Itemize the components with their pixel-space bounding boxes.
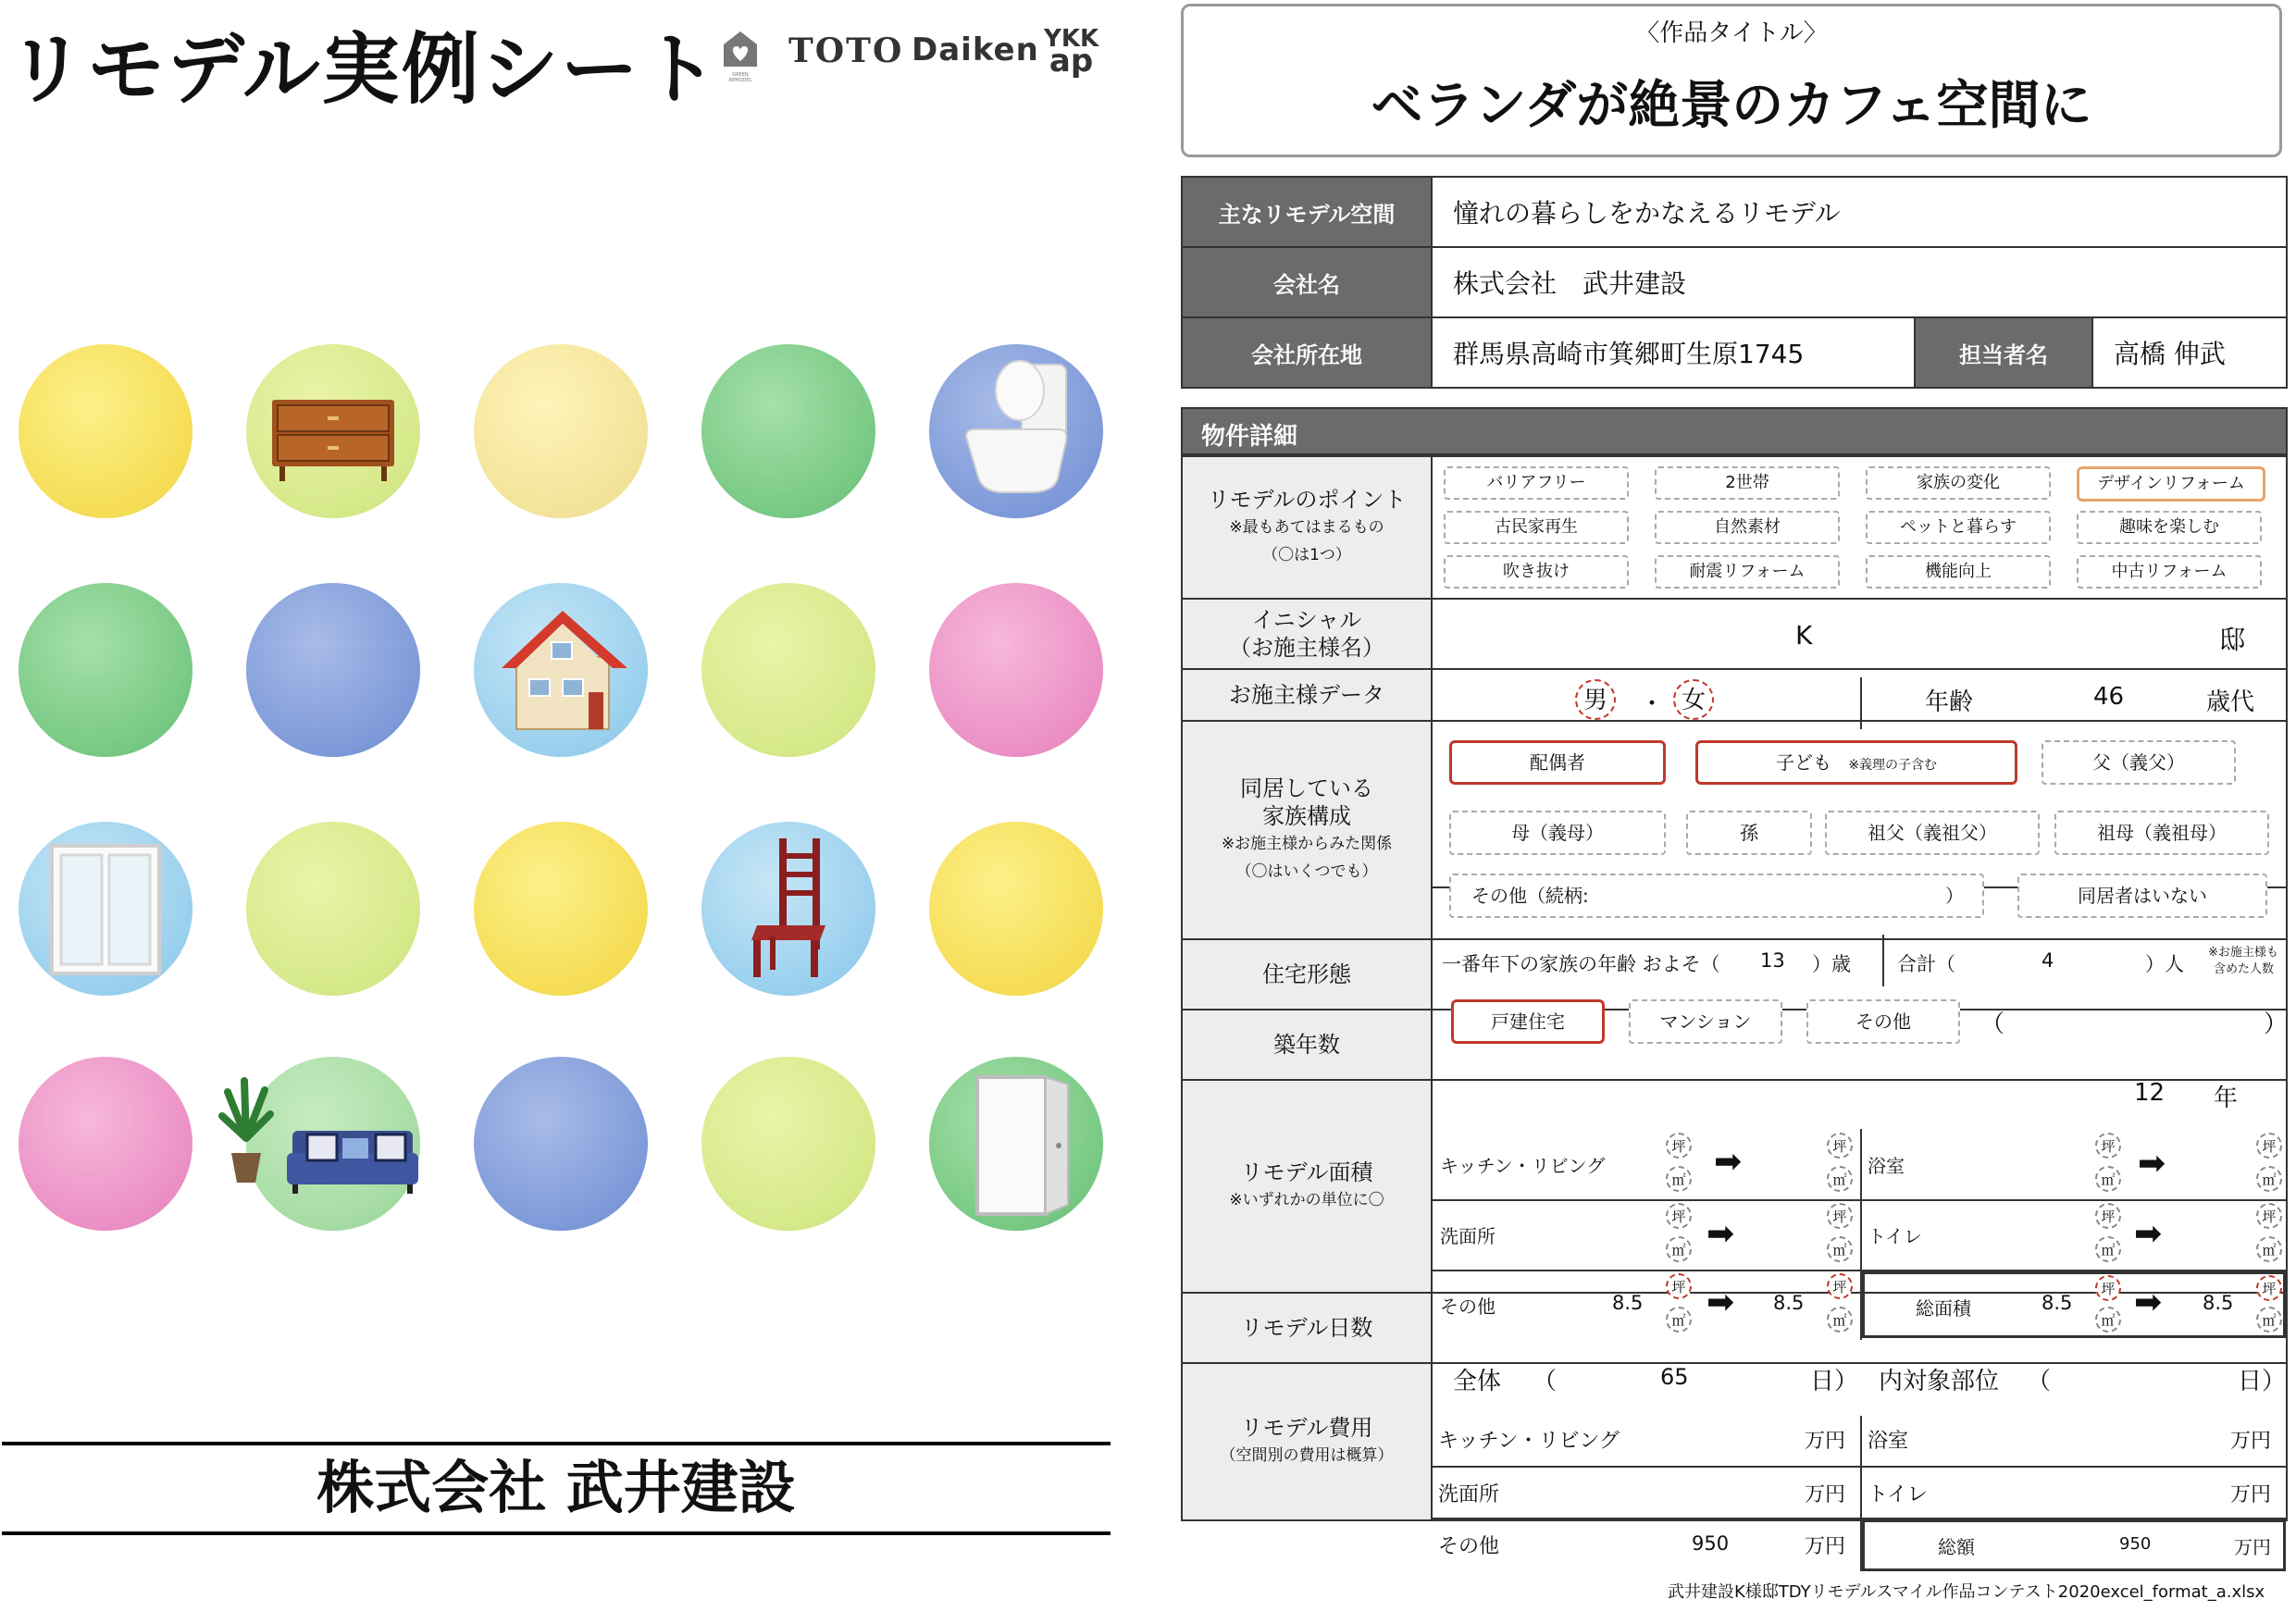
watercolor-circle-pink xyxy=(19,1057,192,1231)
initial-label: イニシャル xyxy=(1251,607,1362,633)
total-value: 4 xyxy=(2042,949,2054,972)
cost-note: （空間別の費用は概算） xyxy=(1220,1446,1394,1465)
family-label-2: 家族構成 xyxy=(1262,803,1351,829)
ap-text: ap xyxy=(1049,43,1094,80)
option-family-change[interactable]: 家族の変化 xyxy=(1866,466,2051,500)
unit-tsubo-mark-selected[interactable]: 坪 xyxy=(1666,1273,1692,1299)
green-remodel-text: GREEN REMODEL xyxy=(728,72,752,83)
option-design-reform-selected[interactable]: デザインリフォーム xyxy=(2077,466,2265,502)
cost-toilet-label: トイレ xyxy=(1868,1483,1928,1506)
cost-divider-h1 xyxy=(1431,1466,2288,1468)
watercolor-circle-house xyxy=(474,583,648,757)
unit-m2-mark[interactable]: ㎡ xyxy=(1827,1166,1853,1192)
cost-other-value: 950 xyxy=(1692,1532,1730,1555)
unit-tsubo-mark[interactable]: 坪 xyxy=(1827,1203,1853,1229)
house-icon xyxy=(474,583,648,757)
days-all-paren: （ xyxy=(1533,1368,1558,1395)
family-other-close: ） xyxy=(1945,885,1964,907)
area-note: ※いずれかの単位に〇 xyxy=(1229,1191,1384,1209)
option-atrium[interactable]: 吹き抜け xyxy=(1444,555,1629,589)
gender-female-option[interactable]: 女 xyxy=(1673,679,1714,720)
owner-divider xyxy=(1860,677,1862,729)
points-note: ※最もあてはまるもの xyxy=(1229,518,1384,537)
family-child-note: ※義理の子含む xyxy=(1848,758,1938,773)
remodel-space-value: 憧れの暮らしをかなえるリモデル xyxy=(1432,177,2287,247)
unit-tsubo-mark[interactable]: 坪 xyxy=(1666,1133,1692,1159)
details-table xyxy=(1181,455,2288,1521)
cost-washroom-label: 洗面所 xyxy=(1438,1483,1500,1506)
youngest-value: 13 xyxy=(1760,949,1785,972)
gender-separator: ・ xyxy=(1640,690,1665,718)
days-part-label: 内対象部位 xyxy=(1879,1368,2000,1395)
option-function-upgrade[interactable]: 機能向上 xyxy=(1866,555,2051,589)
family-other-label: その他（続柄: xyxy=(1471,885,1589,907)
owner-data-cell xyxy=(1432,669,2287,721)
work-title: ベランダが絶景のカフェ空間に xyxy=(1371,76,2092,136)
cost-other-label: その他 xyxy=(1438,1535,1500,1558)
cost-other-unit: 万円 xyxy=(1805,1535,1846,1558)
watercolor-circle-green xyxy=(19,583,192,757)
family-note: ※お施主様からみた関係 xyxy=(1221,835,1393,853)
watercolor-circle-toilet xyxy=(929,344,1103,518)
watercolor-circle-lime xyxy=(701,1057,875,1231)
days-all-label: 全体 xyxy=(1453,1368,1502,1395)
family-father[interactable]: 父（義父） xyxy=(2042,740,2236,785)
option-two-generation[interactable]: 2世帯 xyxy=(1655,466,1840,500)
person-value: 高橋 伸武 xyxy=(2092,317,2287,388)
unit-tsubo-mark-selected[interactable]: 坪 xyxy=(1827,1273,1853,1299)
title-label: 〈作品タイトル〉 xyxy=(1635,19,1828,47)
total-cost-box xyxy=(1862,1519,2286,1571)
option-seismic[interactable]: 耐震リフォーム xyxy=(1655,555,1840,589)
total-note: ※お施主様も xyxy=(2208,946,2278,960)
housing-paren-open: （ xyxy=(1980,1010,2005,1038)
total-suffix: ）人 xyxy=(2145,953,2184,975)
total-label: 合計（ xyxy=(1897,953,1955,975)
option-natural-materials[interactable]: 自然素材 xyxy=(1655,511,1840,544)
watercolor-circle-pink xyxy=(929,583,1103,757)
daiken-logo: Daiken xyxy=(912,31,1039,68)
address-value: 群馬県高崎市箕郷町生原1745 xyxy=(1432,317,1915,388)
points-note-count: （〇は1つ） xyxy=(1262,546,1351,564)
person-label: 担当者名 xyxy=(1915,317,2092,388)
unit-tsubo-mark-selected[interactable]: 坪 xyxy=(2256,1275,2282,1301)
initial-label-cell xyxy=(1182,599,1432,669)
initial-value: K xyxy=(1795,620,1813,651)
footer-bottom-rule xyxy=(2,1531,1111,1535)
initial-suffix: 邸 xyxy=(2219,625,2246,655)
days-part-unit: 日） xyxy=(2238,1368,2287,1395)
window-icon xyxy=(19,822,192,996)
points-label-cell xyxy=(1182,456,1432,599)
cost-total-value: 950 xyxy=(2119,1534,2152,1554)
title-box xyxy=(1181,4,2282,157)
ykk-text: YKK xyxy=(1044,25,1099,53)
watercolor-circle-yellow xyxy=(19,344,192,518)
watercolor-circle-window xyxy=(19,822,192,996)
unit-tsubo-mark[interactable]: 坪 xyxy=(2256,1133,2282,1159)
area-total-after: 8.5 xyxy=(2203,1292,2234,1314)
building-age-suffix: 年 xyxy=(2214,1085,2239,1112)
cost-washroom-unit: 万円 xyxy=(1805,1483,1846,1506)
days-label: リモデル日数 xyxy=(1182,1293,1432,1363)
arrow-right-icon: ➡ xyxy=(2138,1145,2166,1183)
housing-label: 住宅形態 xyxy=(1182,939,1432,1010)
points-label: リモデルのポイント xyxy=(1207,487,1407,513)
unit-m2-mark[interactable]: ㎡ xyxy=(1666,1307,1692,1333)
age-label: 年齢 xyxy=(1925,688,1974,716)
address-label: 会社所在地 xyxy=(1182,317,1432,388)
house-heart-icon xyxy=(722,30,759,70)
unit-tsubo-mark[interactable]: 坪 xyxy=(2256,1203,2282,1229)
unit-m2-mark[interactable]: ㎡ xyxy=(2095,1307,2121,1333)
option-old-house[interactable]: 古民家再生 xyxy=(1444,511,1629,544)
family-child-label: 子ども xyxy=(1775,751,1831,774)
gender-male-selected[interactable]: 男 xyxy=(1575,679,1616,720)
cost-kitchen-label: キッチン・リビング xyxy=(1438,1430,1620,1453)
cost-kitchen-unit: 万円 xyxy=(1805,1430,1846,1453)
watercolor-circle-green xyxy=(701,344,875,518)
details-header-bar xyxy=(1181,407,2288,455)
family-child-selected[interactable] xyxy=(1695,740,2017,785)
main-title: リモデル実例シート xyxy=(7,24,720,115)
company-label: 会社名 xyxy=(1182,247,1432,317)
unit-m2-mark[interactable]: ㎡ xyxy=(1666,1166,1692,1192)
cost-bath-label: 浴室 xyxy=(1868,1430,1909,1453)
green-remodel-logo xyxy=(722,30,759,83)
watercolor-circle-yellow xyxy=(929,822,1103,996)
housing-other[interactable]: その他 xyxy=(1806,999,1960,1044)
cost-total-unit: 万円 xyxy=(2234,1536,2271,1558)
arrow-right-icon: ➡ xyxy=(1706,1283,1735,1321)
cost-toilet-unit: 万円 xyxy=(2230,1483,2272,1506)
unit-m2-mark[interactable]: ㎡ xyxy=(2256,1236,2282,1262)
youngest-suffix: ）歳 xyxy=(1812,953,1851,975)
ykk-ap-logo xyxy=(1044,25,1099,80)
owner-label: お施主様データ xyxy=(1182,669,1432,721)
dresser-icon xyxy=(246,344,420,518)
unit-tsubo-mark-selected[interactable]: 坪 xyxy=(2095,1275,2121,1301)
initial-sublabel: （お施主様名） xyxy=(1229,635,1384,661)
area-label: リモデル面積 xyxy=(1240,1159,1373,1185)
watercolor-circle-yellow xyxy=(474,822,648,996)
unit-tsubo-mark[interactable]: 坪 xyxy=(1666,1203,1692,1229)
area-total-label: 総面積 xyxy=(1916,1297,1971,1320)
details-header: 物件詳細 xyxy=(1201,423,1298,451)
unit-m2-mark[interactable]: ㎡ xyxy=(2095,1166,2121,1192)
toilet-icon xyxy=(929,344,1103,518)
age-value: 46 xyxy=(2093,683,2125,711)
unit-m2-mark[interactable]: ㎡ xyxy=(1666,1236,1692,1262)
cost-label: リモデル費用 xyxy=(1240,1415,1373,1441)
youngest-label: 一番年下の家族の年齢 およそ（ xyxy=(1442,953,1720,975)
chair-icon xyxy=(701,822,875,996)
days-part-paren: （ xyxy=(2027,1368,2052,1395)
watercolor-circle-chair xyxy=(701,822,875,996)
option-hobby[interactable]: 趣味を楽しむ xyxy=(2077,511,2262,544)
area-bath-label: 浴室 xyxy=(1868,1155,1905,1177)
option-used-house[interactable]: 中古リフォーム xyxy=(2077,555,2262,589)
building-age-value: 12 xyxy=(2134,1079,2166,1107)
family-label: 同居している xyxy=(1240,775,1373,801)
cost-bath-unit: 万円 xyxy=(2230,1430,2272,1453)
housing-paren-close: ） xyxy=(2264,1010,2289,1038)
option-living-with-pets[interactable]: ペットと暮らす xyxy=(1866,511,2051,544)
area-divider-h1 xyxy=(1431,1199,2288,1201)
watercolor-circle-lime xyxy=(701,583,875,757)
plant-icon xyxy=(218,1073,274,1184)
toto-logo: TOTO xyxy=(788,31,904,70)
area-kitchen-label: キッチン・リビング xyxy=(1440,1155,1606,1177)
family-grandfather[interactable]: 祖父（義祖父） xyxy=(1825,811,2040,855)
watercolor-circle-dresser xyxy=(246,344,420,518)
area-total-before: 8.5 xyxy=(2042,1292,2073,1314)
family-none[interactable]: 同居者はいない xyxy=(2017,874,2267,918)
family-summary-divider xyxy=(1882,935,1884,986)
total-note-2: 含めた人数 xyxy=(2214,962,2275,976)
area-toilet-label: トイレ xyxy=(1868,1225,1922,1247)
unit-tsubo-mark[interactable]: 坪 xyxy=(2095,1133,2121,1159)
arrow-right-icon: ➡ xyxy=(2134,1215,2163,1253)
file-name: 武井建設K様邸TDYリモデルスマイル作品コンテスト2020excel_format_a.xlsx xyxy=(1668,1582,2265,1602)
area-washroom-label: 洗面所 xyxy=(1440,1225,1496,1247)
watercolor-circle-blue xyxy=(246,583,420,757)
watercolor-circle-lime xyxy=(246,822,420,996)
unit-m2-mark[interactable]: ㎡ xyxy=(1827,1236,1853,1262)
company-footer: 株式会社 武井建設 xyxy=(316,1454,796,1521)
unit-tsubo-mark[interactable]: 坪 xyxy=(2095,1203,2121,1229)
area-other-label: その他 xyxy=(1440,1295,1496,1318)
cost-total-label: 総額 xyxy=(1938,1536,1975,1558)
days-all-value: 65 xyxy=(1660,1364,1689,1390)
family-grandchild[interactable]: 孫 xyxy=(1686,811,1812,855)
watercolor-circle-blue xyxy=(474,1057,648,1231)
watercolor-circle-door xyxy=(929,1057,1103,1231)
unit-m2-mark[interactable]: ㎡ xyxy=(2256,1307,2282,1333)
area-label-cell xyxy=(1182,1080,1432,1293)
door-icon xyxy=(929,1057,1103,1231)
option-barrier-free[interactable]: バリアフリー xyxy=(1444,466,1629,500)
remodel-space-label: 主なリモデル空間 xyxy=(1182,177,1432,247)
unit-m2-mark[interactable]: ㎡ xyxy=(1827,1307,1853,1333)
unit-tsubo-mark[interactable]: 坪 xyxy=(1827,1133,1853,1159)
arrow-right-icon: ➡ xyxy=(2134,1283,2163,1321)
days-all-unit: 日） xyxy=(1810,1368,1859,1395)
family-other[interactable] xyxy=(1449,874,1984,918)
building-age-label: 築年数 xyxy=(1182,1010,1432,1080)
age-suffix: 歳代 xyxy=(2206,688,2255,716)
family-mother[interactable]: 母（義母） xyxy=(1449,811,1666,855)
initial-value-cell xyxy=(1432,599,2287,669)
unit-m2-mark[interactable]: ㎡ xyxy=(2095,1236,2121,1262)
cost-label-cell xyxy=(1182,1363,1432,1520)
company-info-table xyxy=(1181,176,2288,389)
housing-detached-selected[interactable]: 戸建住宅 xyxy=(1451,999,1605,1044)
area-other-before: 8.5 xyxy=(1612,1292,1644,1314)
company-value: 株式会社 武井建設 xyxy=(1432,247,2287,317)
watercolor-circle-pale-yellow xyxy=(474,344,648,518)
area-other-after: 8.5 xyxy=(1773,1292,1805,1314)
arrow-right-icon: ➡ xyxy=(1714,1143,1743,1181)
area-cell xyxy=(1432,1080,2287,1293)
family-grandmother[interactable]: 祖母（義祖母） xyxy=(2054,811,2269,855)
family-label-cell xyxy=(1182,721,1432,939)
unit-m2-mark[interactable]: ㎡ xyxy=(2256,1166,2282,1192)
housing-mansion[interactable]: マンション xyxy=(1629,999,1782,1044)
arrow-right-icon: ➡ xyxy=(1706,1215,1735,1253)
family-spouse-selected[interactable]: 配偶者 xyxy=(1449,740,1666,785)
family-note-2: （〇はいくつでも） xyxy=(1235,862,1378,881)
